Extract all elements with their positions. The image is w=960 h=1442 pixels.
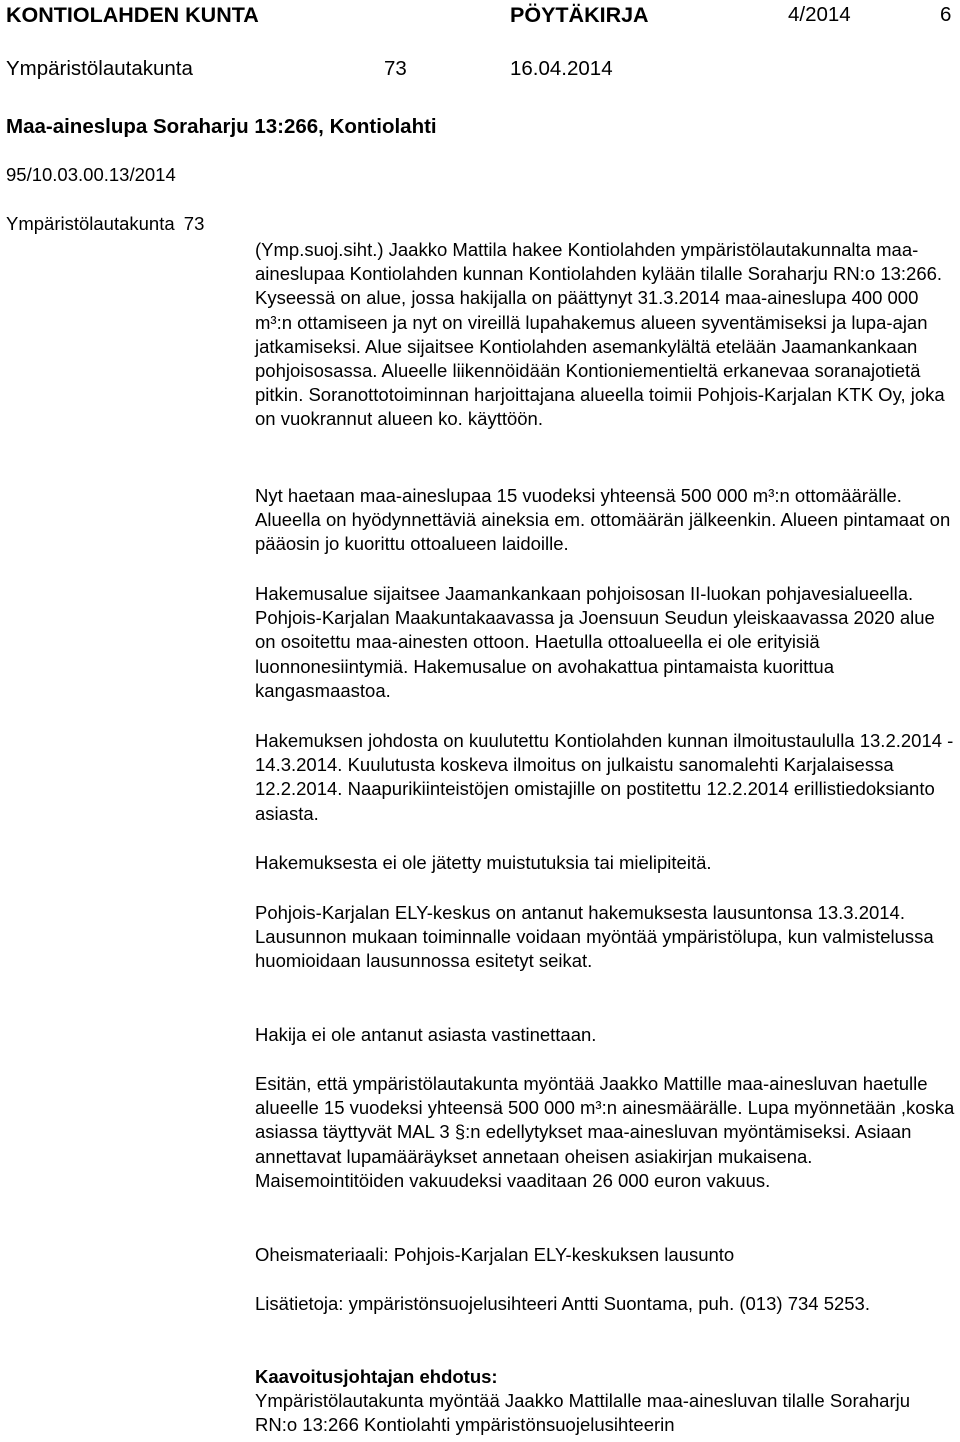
paragraph-contact-info: Lisätietoja: ympäristönsuojelusihteeri Antti Suontama, puh. (013) 734 5253. [255,1293,870,1314]
paragraph-application: (Ymp.suoj.siht.) Jaakko Mattila hakee Kontiolahden ympäristölautakunnalta maa-aineslupaa Kontiolahden kunnan Kontiolahden kylään tilalle Soraharju RN:o 13:266. Kyseessä on alue, jossa hakijalla on päättynyt 31.3.2014 maa-aineslupa 400 000 m³:n ottamiseen ja nyt on vireillä lupahakemus alueen syventämiseksi ja lupa-ajan jatkamiseksi. Alue sijaitsee Kontiolahden asemankylältä etelään Jaamankankaan pohjoisosassa. Alueelle liikennöidään Kontioniementieltä erkanevaa soranajotietä pitkin. Soranottotoiminnan harjoittajana alueella toimii Pohjois-Karjalan KTK Oy, joka on vuokrannut alueen ko. käyttöön. [255,239,945,430]
paragraph-proposal-rationale: Esitän, että ympäristölautakunta myöntää Jaakko Mattille maa-ainesluvan haetulle alueelle 15 vuodeksi yhteensä 500 000 m³:n ainesmäärälle. Lupa myönnetään ,koska asiassa täyttyvät MAL 3 §:n edellytykset maa-ainesluvan myöntämiseksi. Asiaan annettavat lupamääräykset annetaan oheisen asiakirjan mukaisena. Maisemointitöiden vakuudeksi vaaditaan 26 000 euron vakuus. [255,1073,955,1191]
page-title: Maa-aineslupa Soraharju 13:266, Kontiolahti [6,115,437,138]
page-number: 6 [940,3,952,26]
committee-name: Ympäristölautakunta [6,57,193,80]
proposal-heading: Kaavoitusjohtajan ehdotus: [255,1366,498,1387]
proposal-text: Ympäristölautakunta myöntää Jaakko Mattilalle maa-ainesluvan tilalle Soraharju RN:o 13:266 Kontiolahti ympäristönsuojelusihteerin [255,1390,911,1436]
committee-reference-name: Ympäristölautakunta [6,213,175,234]
paragraph-location: Hakemusalue sijaitsee Jaamankankaan pohjoisosan II-luokan pohjavesialueella. Pohjois-Karjalan Maakuntakaavassa ja Joensuun Seudun yleiskaavassa 2020 alue on osoitettu maa-ainesten ottoon. Haetulla ottoalueella ei ole erityisiä luonnonesiintymiä. Hakemusalue on avohakattua pintamaista kuorittua kangasmaastoa. [255,583,935,701]
document-type: PÖYTÄKIRJA [510,3,649,27]
paragraph-objections: Hakemuksesta ei ole jätetty muistutuksia tai mielipiteitä. [255,852,712,873]
proposal-section [255,1365,955,1438]
municipality-name: KONTIOLAHDEN KUNTA [6,3,259,27]
paragraph-request: Nyt haetaan maa-aineslupaa 15 vuodeksi yhteensä 500 000 m³:n ottomäärälle. Alueella on hyödynnettäviä aineksia em. ottomäärän jälkeenkin. Alueen pintamaat on pääosin jo kuorittu ottoalueen laidoille. [255,485,951,555]
section-number: 73 [384,57,407,80]
meeting-date: 16.04.2014 [510,57,613,80]
document-number: 4/2014 [788,3,851,26]
paragraph-announcement: Hakemuksen johdosta on kuulutettu Kontiolahden kunnan ilmoitustaululla 13.2.2014 - 14.3.2014. Kuulutusta koskeva ilmoitus on julkaistu sanomalehti Karjalaisessa 12.2.2014. Naapurikiinteistöjen omistajille on postitettu 12.2.2014 erillistiedoksianto asiasta. [255,730,954,824]
file-number: 95/10.03.00.13/2014 [6,164,176,185]
paragraph-attachments: Oheismateriaali: Pohjois-Karjalan ELY-keskuksen lausunto [255,1244,735,1265]
paragraph-no-response: Hakija ei ole antanut asiasta vastinettaan. [255,1024,597,1045]
committee-reference [6,213,204,235]
committee-reference-section: 73 [183,213,205,234]
paragraph-ely-statement: Pohjois-Karjalan ELY-keskus on antanut hakemuksesta lausuntonsa 13.3.2014. Lausunnon mukaan toiminnalle voidaan myöntää ympäristölupa, kun valmistelussa huomioidaan lausunnossa esitetyt seikat. [255,902,934,972]
